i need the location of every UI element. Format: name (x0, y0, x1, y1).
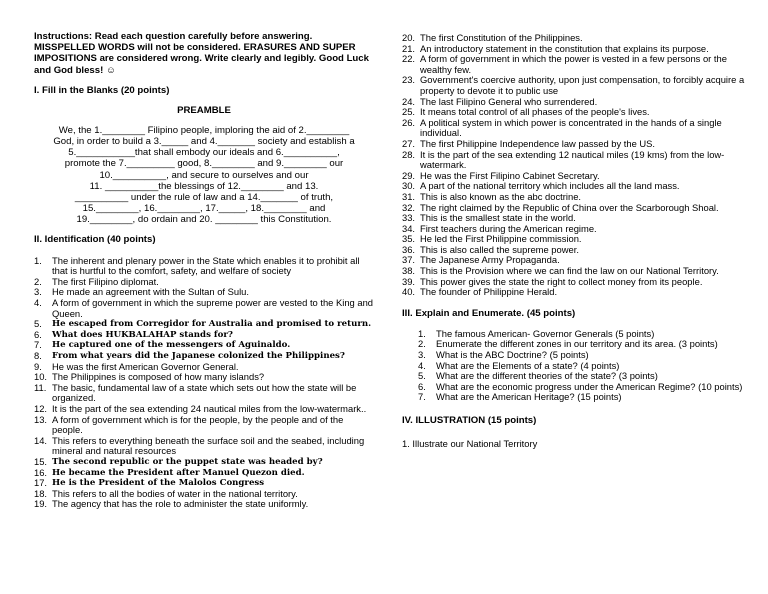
question-number: 7. (34, 339, 42, 351)
question-text: The right claimed by the Republic of China over the Scarborough Shoal. (420, 201, 719, 213)
question-text: A form of government in which the power is vested in a few persons or the wealthy few. (420, 53, 727, 75)
question-number: 2. (34, 275, 42, 287)
question-number: 5. (418, 370, 426, 382)
preamble-line: 19.________, do ordain and 20. ________ this Constitution. (76, 214, 332, 226)
question-text: Enumerate the different zones in our territory and its area. (3 points) (436, 338, 718, 350)
question-number: 23. (402, 74, 416, 86)
question-text: Government's coercive authority, upon just compensation, to forcibly acquire a property to devote it to public use (420, 74, 745, 96)
preamble-title: PREAMBLE (177, 104, 231, 116)
question-item (34, 340, 374, 351)
question-text: A form of government which is for the people, by the people and of the people. (52, 413, 344, 436)
question-text: He is the President of the Malolos Congress (52, 478, 265, 489)
question-number: 6. (34, 328, 42, 340)
question-text: What are the Elements of a state? (4 points) (436, 359, 620, 371)
question-number: 21. (402, 42, 416, 54)
question-number: 16. (34, 466, 48, 478)
question-number: 17. (34, 477, 48, 489)
question-item (34, 404, 374, 415)
preamble-line: __________ under the rule of law and a 14._______ of truth, (74, 192, 334, 204)
question-item (402, 75, 752, 96)
question-number: 37. (402, 254, 416, 266)
question-number: 19. (34, 498, 48, 510)
question-text: This is also called the supreme power. (420, 243, 579, 255)
question-number: 18. (34, 487, 48, 499)
question-number: 27. (402, 137, 416, 149)
question-text: This refers to everything beneath the surface soil and the seabed, including mineral and natural resources (52, 434, 365, 457)
question-number: 38. (402, 265, 416, 277)
question-item (402, 287, 752, 298)
question-text: The first Constitution of the Philippines. (420, 32, 583, 43)
question-item (34, 457, 374, 468)
identification-list-left (34, 256, 374, 510)
preamble-line: We, the 1.________ Filipino people, imploring the aid of 2.________ (58, 124, 350, 136)
question-text: A part of the national territory which includes all the land mass. (420, 180, 680, 192)
question-text: The inherent and plenary power in the State which enables it to prohibit all that is hurtful to the comfort, safety, and welfare of society (52, 254, 360, 277)
question-text: The Japanese Army Propaganda. (420, 254, 560, 266)
question-text: This power gives the state the right to collect money from its people. (420, 275, 703, 287)
question-number: 8. (34, 349, 42, 361)
question-number: 29. (402, 169, 416, 181)
section2-heading: II. Identification (40 points) (34, 233, 156, 245)
question-text: What are the different theories of the state? (3 points) (436, 370, 658, 382)
section1-heading: I. Fill in the Blanks (20 points) (34, 84, 170, 96)
question-number: 20. (402, 32, 416, 43)
question-text: The first Filipino diplomat. (52, 275, 159, 287)
question-item (402, 118, 752, 139)
question-number: 4. (34, 297, 42, 309)
question-number: 40. (402, 286, 416, 298)
question-number: 28. (402, 148, 416, 160)
question-number: 7. (418, 391, 426, 403)
question-item (34, 436, 374, 457)
question-number: 3. (418, 349, 426, 361)
question-item (34, 415, 374, 436)
question-number: 1. (34, 254, 42, 266)
question-number: 39. (402, 275, 416, 287)
question-text: He became the President after Manuel Quezon died. (52, 467, 305, 478)
question-text: What are the American Heritage? (15 points) (436, 391, 622, 403)
question-text: He captured one of the messengers of Aguinaldo. (52, 340, 291, 351)
preamble-line: God, in order to build a 3._____ and 4._______ society and establish a (53, 136, 355, 148)
question-number: 24. (402, 95, 416, 107)
illustration-item: 1. Illustrate our National Territory (402, 438, 538, 449)
question-number: 13. (34, 413, 48, 425)
question-text: What are the economic progress under the American Regime? (10 points) (436, 380, 743, 392)
question-text: He was the first American Governor General. (52, 360, 239, 372)
preamble-line: 11. __________the blessings of 12.________ and 13. (89, 180, 319, 192)
question-item (34, 499, 374, 510)
identification-list-right (402, 33, 752, 298)
question-number: 35. (402, 233, 416, 245)
question-text: The last Filipino General who surrendered. (420, 95, 598, 107)
question-item (34, 330, 374, 341)
question-number: 10. (34, 371, 48, 383)
question-number: 22. (402, 53, 416, 65)
question-item (402, 192, 752, 203)
question-number: 4. (418, 359, 426, 371)
question-text: He led the First Philippine commission. (420, 233, 582, 245)
section3-heading: III. Explain and Enumerate. (45 points) (402, 307, 576, 319)
question-text: The founder of Philippine Herald. (420, 286, 558, 298)
preamble-line: 5.___________that shall embody our ideals and 6.__________, (68, 147, 340, 159)
preamble-line: promote the 7._________ good, 8.________ and 9.________ our (64, 158, 344, 170)
question-text: First teachers during the American regime. (420, 222, 597, 234)
question-text: What is the ABC Doctrine? (5 points) (436, 349, 589, 361)
instructions: Instructions: Read each question carefully before answering. MISSPELLED WORDS will not be considered. ERASURES AND SUPER IMPOSITIONS are considered wrong. Write clearly and legibly. Good Luck and God bless! ☺ (34, 31, 369, 76)
question-number: 33. (402, 212, 416, 224)
question-item (34, 256, 374, 277)
question-text: The Philippines is composed of how many islands? (52, 371, 265, 383)
question-number: 14. (34, 434, 48, 446)
question-text: He escaped from Corregidor for Australia and promised to return. (52, 319, 372, 330)
question-item (418, 392, 752, 403)
question-number: 32. (402, 201, 416, 213)
question-text: This is the smallest state in the world. (420, 212, 576, 224)
question-number: 30. (402, 180, 416, 192)
question-text: This is the Provision where we can find the law on our National Territory. (420, 265, 719, 277)
question-item (34, 319, 374, 330)
question-item (34, 468, 374, 479)
question-number: 15. (34, 455, 48, 467)
question-number: 5. (34, 318, 42, 330)
question-item (402, 54, 752, 75)
question-number: 31. (402, 190, 416, 202)
preamble-text (34, 125, 374, 226)
right-column (402, 33, 752, 449)
question-number: 34. (402, 222, 416, 234)
question-item (402, 33, 752, 44)
enumerate-list (402, 329, 752, 403)
question-number: 25. (402, 106, 416, 118)
question-text: A political system in which power is concentrated in the hands of a single individual. (420, 116, 722, 139)
question-item (402, 150, 752, 171)
question-number: 2. (418, 338, 426, 350)
question-text: From what years did the Japanese colonized the Philippines? (52, 350, 345, 361)
question-number: 6. (418, 380, 426, 392)
question-number: 12. (34, 402, 48, 414)
question-item (34, 351, 374, 362)
question-number: 11. (34, 381, 47, 393)
question-text: He made an agreement with the Sultan of Sulu. (52, 286, 249, 298)
question-item (402, 139, 752, 150)
question-text: The first Philippine Independence law passed by the US. (420, 137, 656, 149)
question-text: The agency that has the role to administer the state uniformly. (52, 498, 309, 510)
question-text: This refers to all the bodies of water in the national territory. (52, 487, 298, 499)
question-text: It means total control of all phases of the people's lives. (420, 106, 650, 118)
question-number: 36. (402, 243, 416, 255)
preamble-line: 10.__________, and secure to ourselves and our (99, 169, 309, 181)
question-text: It is the part of the sea extending 12 nautical miles (19 kms) from the low-watermark. (420, 148, 725, 171)
question-text: He was the First Filipino Cabinet Secretary. (420, 169, 600, 181)
question-text: The basic, fundamental law of a state which sets out how the state will be organized. (52, 381, 357, 404)
question-text: It is the part of the sea extending 24 nautical miles from the low-watermark.. (52, 402, 367, 414)
question-number: 26. (402, 116, 416, 128)
question-text: The second republic or the puppet state was headed by? (52, 456, 323, 467)
left-column (34, 31, 374, 510)
preamble-line: 15.________, 16.________, 17._____, 18.________ and (82, 203, 326, 215)
question-text: An introductory statement in the constitution that explains its purpose. (420, 42, 709, 54)
question-number: 3. (34, 286, 42, 298)
question-item (34, 383, 374, 404)
question-text: A form of government in which the supreme power are vested to the King and Queen. (52, 297, 374, 319)
question-item (34, 298, 374, 319)
question-text: This is also known as the abc doctrine. (420, 190, 582, 202)
question-number: 9. (34, 360, 42, 372)
question-text: What does HUKBALAHAP stands for? (52, 329, 233, 340)
question-number: 1. (418, 327, 426, 339)
question-text: The famous American- Governor Generals (5 points) (436, 327, 655, 339)
section4-heading: IV. ILLUSTRATION (15 points) (402, 415, 537, 426)
